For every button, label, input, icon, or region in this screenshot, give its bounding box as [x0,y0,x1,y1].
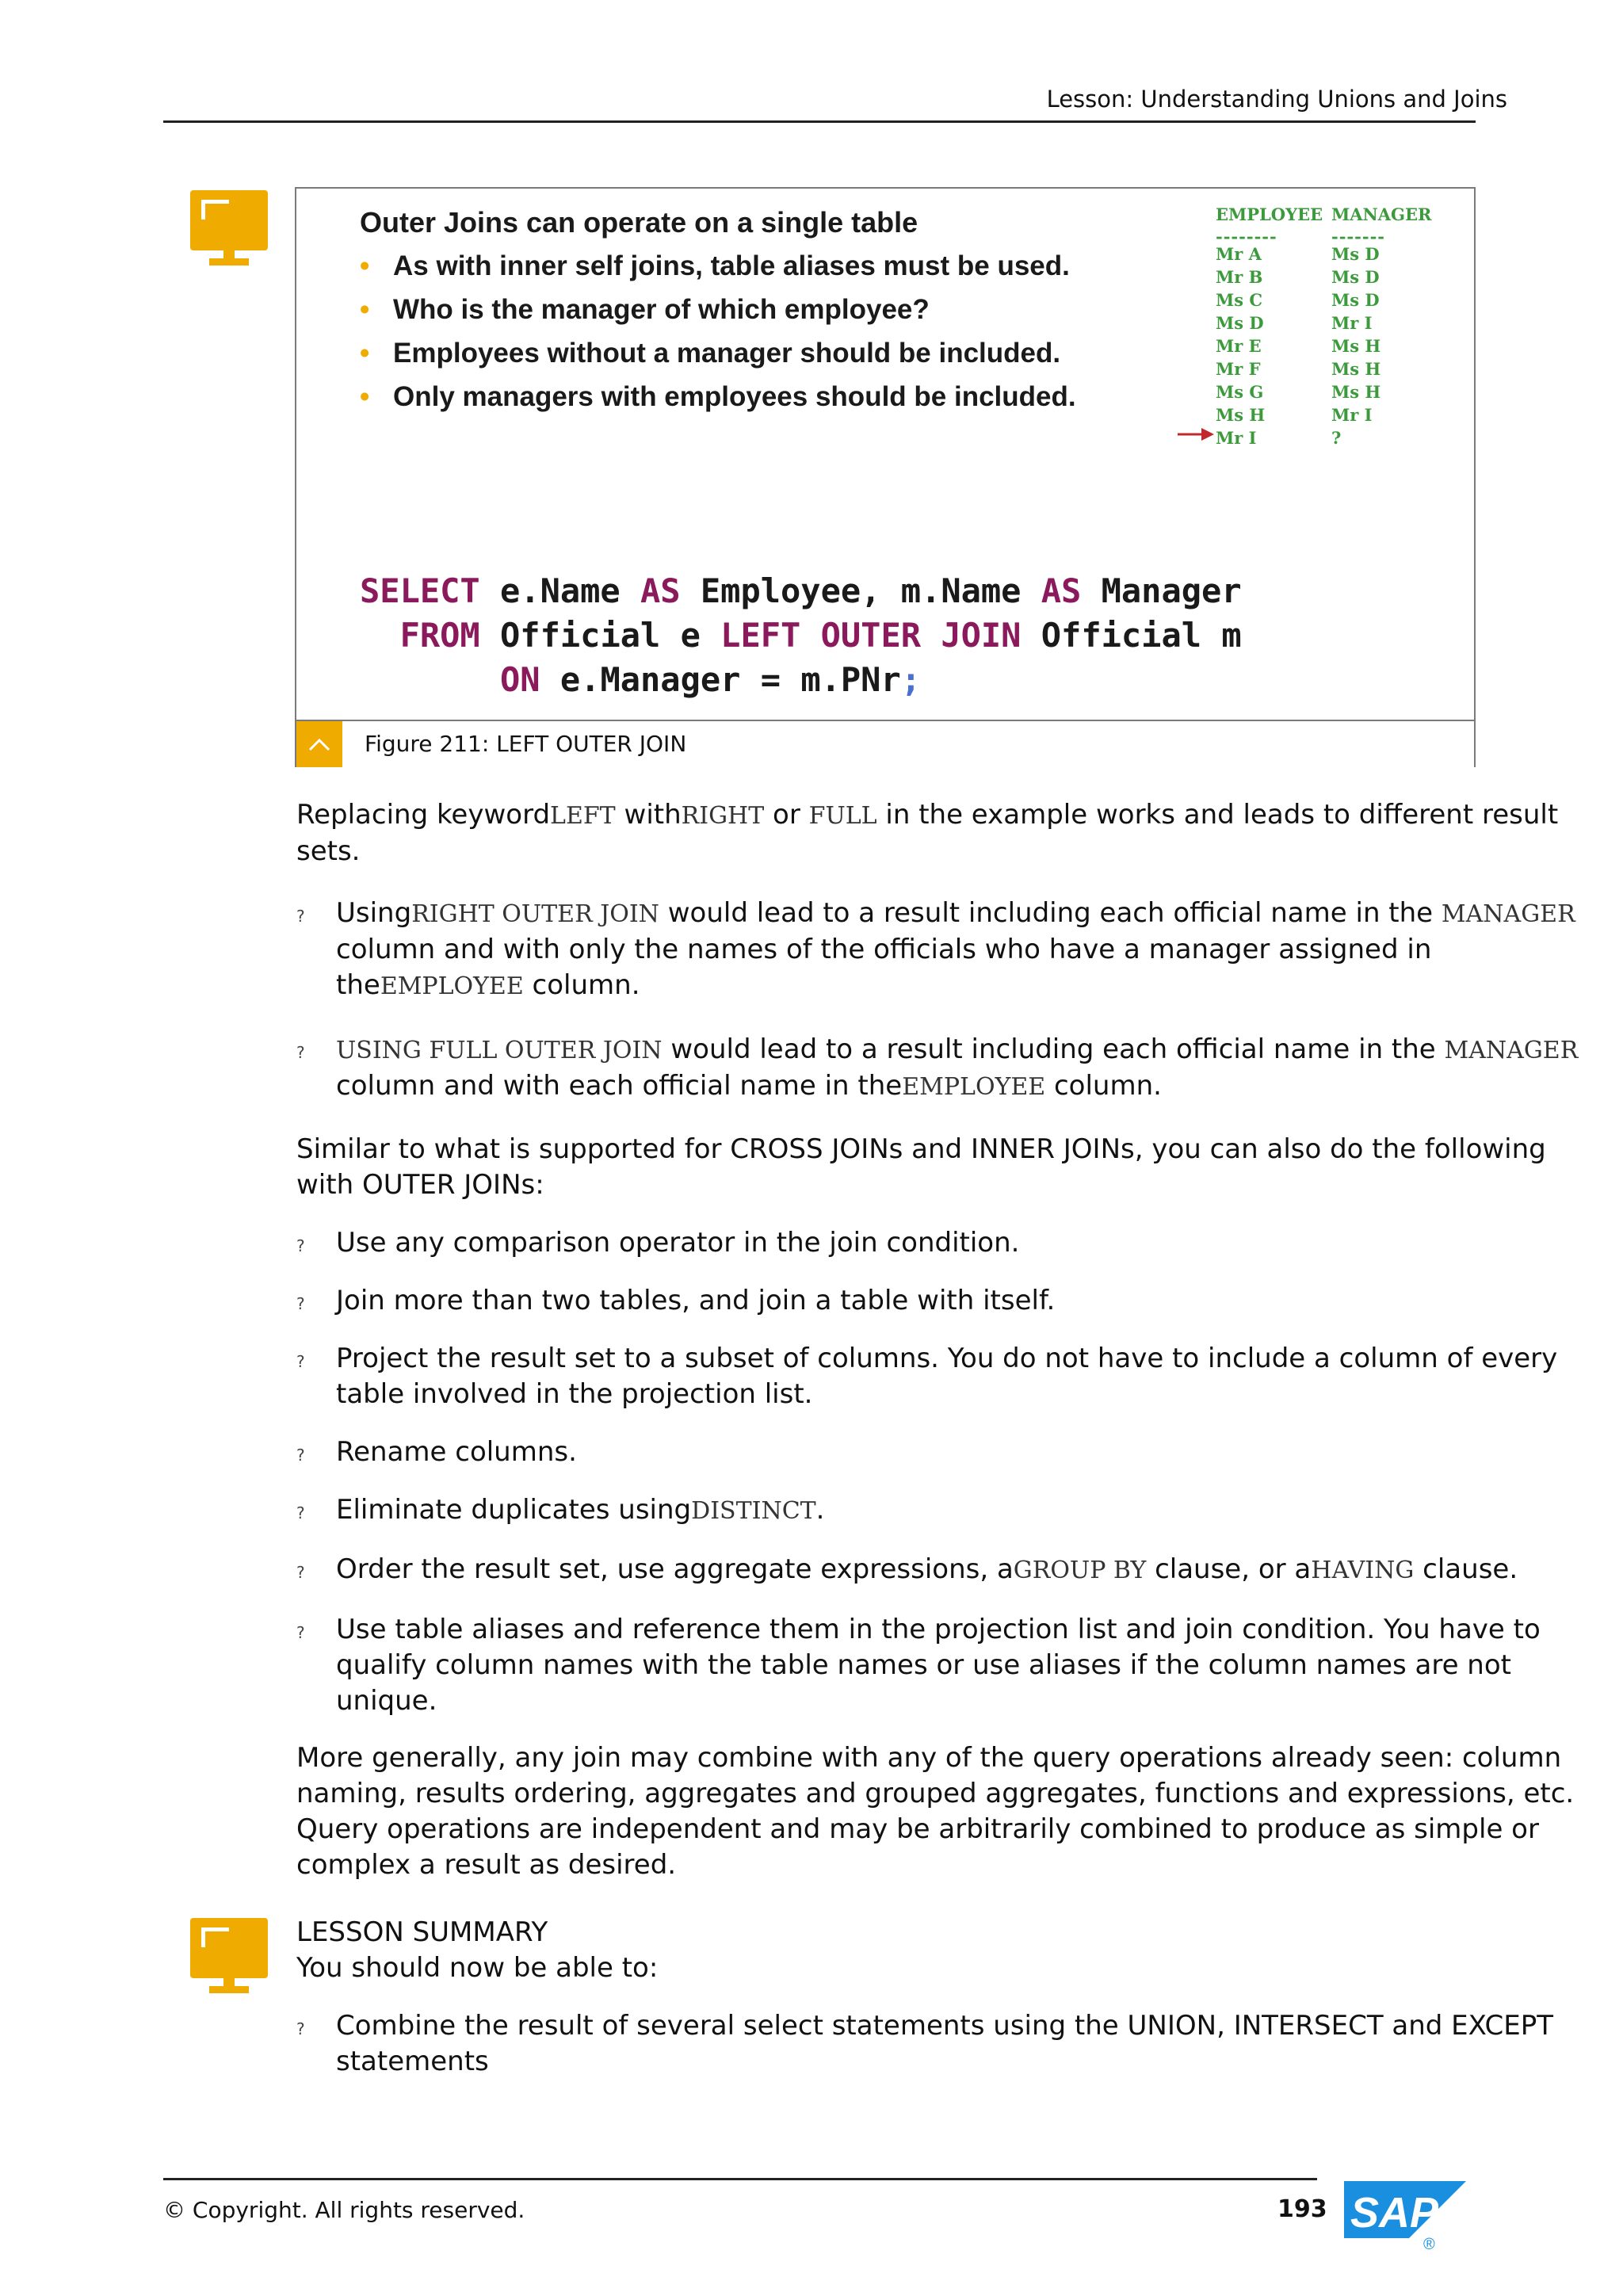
employee-cell: Mr I [1216,428,1257,448]
code-text: GROUP BY [1013,1557,1147,1584]
footer-divider [163,2178,1317,2180]
code-text: HAVING [1311,1557,1415,1584]
employee-cell: Ms D [1216,313,1264,333]
manager-cell: Mr I [1331,313,1373,333]
registered-mark: ® [1423,2236,1435,2251]
col-header-manager: MANAGER [1331,204,1432,224]
list-item-text: Use table aliases and reference them in the projection list and join condition. You have to qualify column names with the table names or use aliases if the column names are not unique. [336,1614,1541,1717]
bullet-marker: ? [296,2019,305,2038]
paragraph [296,797,1596,869]
text: . [815,1494,825,1526]
text: would lead to a result including each official name in the [662,1033,1445,1065]
paragraph: Similar to what is supported for CROSS JOINs and INNER JOINs, you can also do the following with OUTER JOINs: [296,1133,1546,1201]
manager-cell: Ms H [1331,336,1381,356]
text: column and with each official name in the [336,1070,903,1102]
text: Replacing keyword [296,799,551,831]
bullet-marker: ? [296,1623,305,1642]
manager-cell: Ms D [1331,267,1380,287]
lesson-summary [296,1915,658,1986]
text: column and with only the names of the officials who have a manager assigned in the [336,934,1432,1001]
text: Using [336,897,412,929]
employee-cell: Mr E [1216,336,1262,356]
slide-bullet-list [360,250,1076,425]
summary-title: LESSON SUMMARY [296,1916,548,1948]
slide-bullet: • Only managers with employees should be included. [360,381,1076,425]
manager-cell: Mr I [1331,405,1373,425]
bullet-marker: ? [296,1503,305,1522]
sql-semicolon: ; [900,660,922,699]
list-item [296,1032,1596,1105]
sql-keyword: ON [500,660,540,699]
list-item-text: Rename columns. [336,1436,577,1468]
text: would lead to a result including each official name in the [659,897,1442,929]
employee-manager-table [1216,204,1432,451]
text: Order the result set, use aggregate expressions, a [336,1553,1014,1585]
sql-keyword: SELECT [360,571,480,610]
manager-cell: Ms H [1331,359,1381,379]
sql-keyword: AS [640,571,681,610]
table-row [1216,267,1426,290]
sql-keyword: AS [1041,571,1082,610]
text: in the example works and leads to different result sets. [296,799,1559,867]
list-item [296,1612,1596,1719]
sap-logo-icon [1344,2181,1466,2251]
red-arrow-icon [1178,426,1214,442]
list-item [296,1552,1596,1588]
page-number: 193 [1277,2195,1327,2223]
header-dashes: -------- [1216,227,1277,246]
chevron-up-icon [296,721,342,767]
bullet-marker: ? [296,1294,305,1313]
code-text: DISTINCT [691,1497,816,1525]
employee-cell: Ms H [1216,405,1266,425]
table-row [1216,244,1426,267]
list-item [296,1435,1596,1470]
text: column. [523,969,640,1001]
slide-bullet: • As with inner self joins, table aliases must be used. [360,250,1076,294]
list-item [296,1492,1596,1529]
summary-intro: You should now be able to: [296,1952,659,1984]
slide-heading: Outer Joins can operate on a single table [360,206,918,239]
manager-cell: Ms H [1331,382,1381,402]
table-row [1216,359,1426,382]
sql-code-block [360,569,1242,702]
bullet-marker: ? [296,1352,305,1371]
list-item-text: Use any comparison operator in the join condition. [336,1227,1020,1259]
sql-text: Official e [479,616,721,655]
manager-cell: Ms D [1331,244,1380,264]
presentation-icon [190,1918,268,1996]
code-text: EMPLOYEE [902,1073,1046,1101]
text: clause, or a [1146,1553,1312,1585]
sql-text: Manager [1081,571,1242,610]
table-row [1216,382,1426,405]
code-text: RIGHT OUTER JOIN [411,900,659,928]
table-row [1216,336,1426,359]
employee-cell: Mr F [1216,359,1261,379]
code-text: MANAGER [1444,1037,1579,1064]
text: Eliminate duplicates using [336,1494,692,1526]
slide-image [296,189,1474,720]
figure-caption: Figure 211: LEFT OUTER JOIN [365,731,687,757]
list-item-text: Join more than two tables, and join a table with itself. [336,1285,1056,1316]
collapse-toggle[interactable] [296,721,342,767]
text: with [615,799,682,831]
copyright-notice: © Copyright. All rights reserved. [163,2197,525,2223]
employee-cell: Mr B [1216,267,1263,287]
code-text: LEFT [550,802,616,830]
list-item [296,1225,1596,1261]
sql-text: e.Manager = m.PNr [540,660,901,699]
header-divider [163,120,1476,123]
sql-keyword: LEFT OUTER JOIN [720,616,1022,655]
employee-cell: Ms C [1216,290,1263,310]
list-item [296,1283,1596,1319]
code-text: RIGHT [681,802,765,830]
bullet-marker: ? [296,1236,305,1255]
list-item [296,896,1596,1004]
list-item [296,2008,1596,2080]
text: column. [1045,1070,1162,1102]
sql-text: e.Name [479,571,641,610]
col-header-employee: EMPLOYEE [1216,204,1323,224]
manager-cell: Ms D [1331,290,1380,310]
slide-bullet: • Employees without a manager should be included. [360,338,1076,381]
bullet-marker: ? [296,907,305,926]
sql-text: Official m [1021,616,1242,655]
header-dashes: ------- [1331,227,1386,246]
sql-text: Employee, m.Name [680,571,1041,610]
code-text: FULL [808,802,877,830]
code-text: MANAGER [1441,900,1575,928]
text: or [764,799,809,831]
code-text: EMPLOYEE [380,972,524,1000]
figure-caption-bar [296,720,1474,767]
bullet-marker: ? [296,1446,305,1465]
table-row [1216,405,1426,428]
list-item-text: Project the result set to a subset of columns. You do not have to include a column of every table involved in the projection list. [336,1343,1558,1410]
bullet-marker: ? [296,1043,305,1062]
code-text: USING FULL OUTER JOIN [336,1037,663,1064]
text: clause. [1414,1553,1518,1585]
running-header: Lesson: Understanding Unions and Joins [1046,86,1507,113]
bullet-marker: ? [296,1563,305,1582]
list-item [296,1341,1596,1412]
sap-logo-text: SAP [1350,2189,1439,2237]
list-item-text: Combine the result of several select statements using the UNION, INTERSECT and EXCEPT statements [336,2010,1553,2077]
slide-bullet: • Who is the manager of which employee? [360,294,1076,338]
employee-cell: Ms G [1216,382,1264,402]
presentation-icon [190,190,268,268]
manager-cell: ? [1331,428,1342,448]
table-row [1216,290,1426,313]
paragraph: More generally, any join may combine with any of the query operations already seen: column naming, results ordering, aggregates and grouped aggregates, functions and expressions, etc. Query operations are independent and may be arbitrarily combined to produce as simple or complex a result as desired. [296,1742,1575,1881]
sql-keyword: FROM [399,616,480,655]
employee-cell: Mr A [1216,244,1262,264]
figure [295,187,1476,767]
table-row [1216,428,1426,451]
table-row [1216,313,1426,336]
